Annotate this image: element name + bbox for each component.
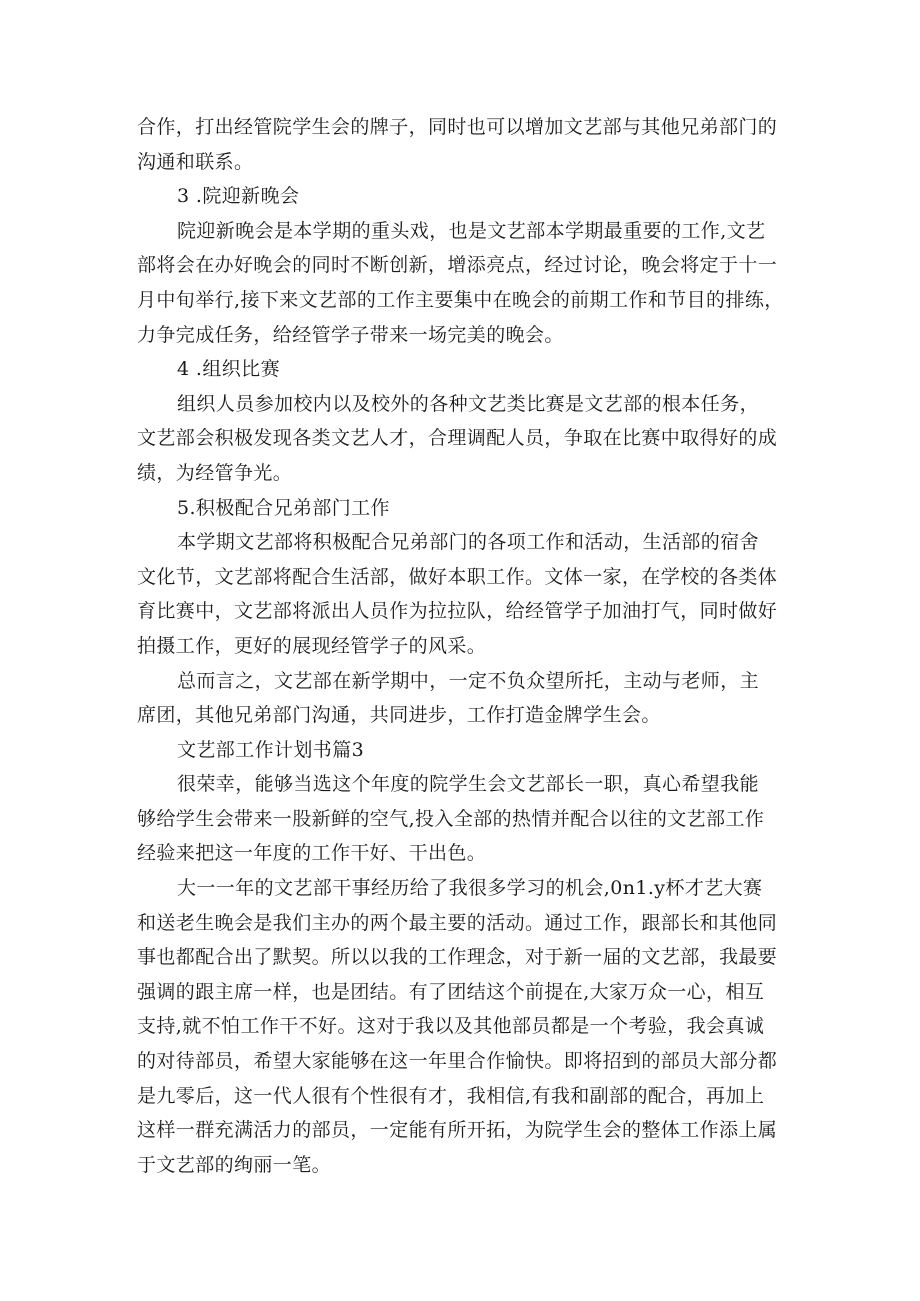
text-line: 和送老生晚会是我们主办的两个最主要的活动。通过工作，跟部长和其他同 xyxy=(137,911,778,934)
text-line: 合作，打出经管院学生会的牌子，同时也可以增加文艺部与其他兄弟部门的 xyxy=(137,116,778,138)
text-line: 事也都配合出了默契。所以以我的工作理念，对于新一届的文艺部，我最要 xyxy=(137,946,778,969)
text-line: 本学期文艺部将积极配合兄弟部门的各项工作和活动，生活部的宿舍 xyxy=(177,531,760,554)
text-line: 月中旬举行,接下来文艺部的工作主要集中在晚会的前期工作和节目的排练， xyxy=(137,288,784,311)
article-title: 文艺部工作计划书篇3 xyxy=(177,738,365,761)
text-line: 支持,就不怕工作干不好。这对于我以及其他部员都是一个考验，我会真诚 xyxy=(137,1015,765,1038)
text-line: 绩，为经管争光。 xyxy=(137,461,293,484)
section-heading: 5.积极配合兄弟部门工作 xyxy=(177,496,390,519)
text-line: 大一一年的文艺部干事经历给了我很多学习的机会,0n1.y杯才艺大赛 xyxy=(177,877,763,900)
text-line: 部将会在办好晚会的同时不断创新，增添亮点，经过讨论，晚会将定于十一 xyxy=(137,254,778,277)
text-line: 力争完成任务，给经管学子带来一场完美的晚会。 xyxy=(137,323,564,346)
section-heading: 4 .组织比赛 xyxy=(177,358,280,381)
text-line: 够给学生会带来一股新鲜的空气,投入全部的热情并配合以往的文艺部工作 xyxy=(137,807,765,830)
section-heading: 3 .院迎新晚会 xyxy=(177,185,300,208)
text-line: 的对待部员，希望大家能够在这一年里合作愉快。即将招到的部员大部分都 xyxy=(137,1050,778,1073)
text-line: 于文艺部的绚丽一笔。 xyxy=(137,1153,332,1176)
text-line: 总而言之，文艺部在新学期中，一定不负众望所托，主动与老师，主 xyxy=(177,669,760,692)
text-line: 拍摄工作，更好的展现经管学子的风采。 xyxy=(137,634,487,657)
text-line: 院迎新晚会是本学期的重头戏，也是文艺部本学期最重要的工作,文艺 xyxy=(177,219,766,242)
text-line: 育比赛中，文艺部将派出人员作为拉拉队，给经管学子加油打气，同时做好 xyxy=(137,600,778,623)
text-line: 是九零后，这一代人很有个性很有才，我相信,有我和副部的配合，再加上 xyxy=(137,1084,765,1107)
document-body xyxy=(137,110,789,1182)
text-line: 经验来把这一年度的工作干好、干出色。 xyxy=(137,842,487,865)
text-line: 这样一群充满活力的部员，一定能有所开拓，为院学生会的整体工作添上属 xyxy=(137,1119,778,1142)
text-line: 文化节，文艺部将配合生活部，做好本职工作。文体一家，在学校的各类体 xyxy=(137,565,778,588)
text-line: 席团，其他兄弟部门沟通，共同进步，工作打造金牌学生会。 xyxy=(137,704,661,727)
text-line: 文艺部会积极发现各类文艺人才，合理调配人员，争取在比赛中取得好的成 xyxy=(137,427,778,450)
text-line: 沟通和联系。 xyxy=(137,150,254,173)
text-line: 很荣幸，能够当选这个年度的院学生会文艺部长一职，真心希望我能 xyxy=(177,773,760,796)
text-line: 组织人员参加校内以及校外的各种文艺类比赛是文艺部的根本任务， xyxy=(177,392,760,415)
text-line: 强调的跟主席一样，也是团结。有了团结这个前提在,大家万众一心，相互 xyxy=(137,980,765,1003)
